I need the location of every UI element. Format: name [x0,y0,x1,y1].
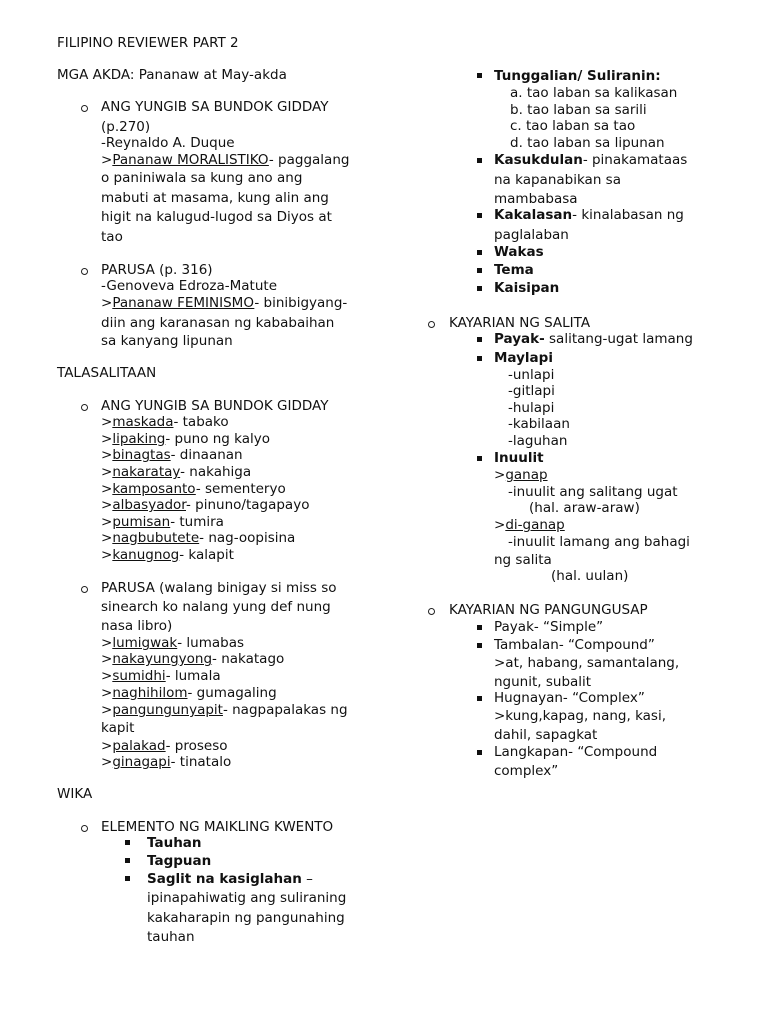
vocab-item: >albasyador- pinuno/tagapayo [101,497,310,513]
elemento-item [147,870,313,888]
kakalasan-desc: - kinalabasan ng [572,207,684,223]
vocab-item: >pangungunyapit- nagpapalakas ng [101,702,348,718]
kakalasan-label: Kakalasan [494,207,573,223]
vocab-item: >lumigwak- lumabas [101,635,245,651]
talasalitaan-title: ANG YUNGIB SA BUNDOK GIDDAY [101,398,329,414]
payak-label: Payak- [494,331,545,347]
vocab-meaning: - tabako [173,414,229,430]
vocab-word: kanugnog [112,547,180,563]
square-bullet-icon [477,750,482,755]
akda-pananaw: >Pananaw MORALISTIKO- paggalang [101,152,350,168]
vocab-meaning: - nakatago [212,651,285,667]
vocab-item: >palakad- proseso [101,738,228,754]
vocab-meaning: - puno ng kalyo [165,431,271,447]
vocab-item: >pumisan- tumira [101,514,224,530]
payak-desc: salitang-ugat lamang [544,331,693,347]
circle-bullet-icon [81,825,88,832]
vocab-word: binagtas [112,447,171,463]
vocab-word: pumisan [112,514,171,530]
diganap-hal: (hal. uulan) [551,568,629,584]
kayarian-salita-title: KAYARIAN NG SALITA [449,315,591,331]
wakas-item: Wakas [494,244,544,260]
ganap-prefix: > [494,467,506,483]
square-bullet-icon [477,73,482,78]
kasukdulan-label: Kasukdulan [494,152,583,168]
elemento-label: Saglit na kasiglahan [147,871,302,887]
circle-bullet-icon [81,586,88,593]
tunggalian-item: d. tao laban sa lipunan [510,135,665,151]
square-bullet-icon [477,456,482,461]
vocab-item: >lipaking- puno ng kalyo [101,431,271,447]
vocab-meaning: - nagpapalakas ng [222,702,348,718]
vocab-word: lumigwak [112,635,178,651]
pananaw-desc: tao [101,229,123,245]
vocab-meaning: - dinaanan [170,447,243,463]
mga-akda-heading: MGA AKDA: Pananaw at May-akda [57,67,287,83]
diganap-label: di-ganap [505,517,565,533]
elemento-item: Tagpuan [147,853,212,869]
pananaw-desc: - paggalang [268,152,350,168]
square-bullet-icon [477,337,482,342]
circle-bullet-icon [81,268,88,275]
tema-item: Tema [494,262,534,278]
diganap-item [494,516,565,534]
maylapi-item: -kabilaan [508,416,570,432]
circle-bullet-icon [81,105,88,112]
ganap-hal: (hal. araw-araw) [529,500,640,516]
vocab-meaning: kapit [101,720,135,736]
pananaw-desc: - binibigyang- [254,295,348,311]
vocab-word: naghihilom [112,685,188,701]
elemento-desc: tauhan [147,929,195,945]
vocab-item: >sumidhi- lumala [101,668,221,684]
square-bullet-icon [477,356,482,361]
vocab-word: pangungunyapit [112,702,223,718]
kakalasan-item [494,206,684,224]
maylapi-item: -unlapi [508,367,555,383]
elemento-desc: ipinapahiwatig ang suliraning [147,890,347,906]
vocab-meaning: - gumagaling [187,685,277,701]
pananaw-label: Pananaw MORALISTIKO [112,152,269,168]
vocab-word: kamposanto [112,481,196,497]
ganap-desc: -inuulit ang salitang ugat [508,484,678,500]
elemento-title: ELEMENTO NG MAIKLING KWENTO [101,819,334,835]
square-bullet-icon [477,158,482,163]
ganap-item [494,466,548,484]
akda-title: PARUSA (p. 316) [101,262,213,278]
payak-item [494,330,693,348]
kakalasan-desc: paglalaban [494,227,569,243]
kaisipan-item: Kaisipan [494,280,560,296]
vocab-meaning: - tumira [170,514,224,530]
vocab-item: >kanugnog- kalapit [101,547,234,563]
elemento-item: Tauhan [147,835,202,851]
pananaw-label: Pananaw FEMINISMO [112,295,255,311]
circle-bullet-icon [81,404,88,411]
ganap-label: ganap [505,467,548,483]
vocab-meaning: - sementeryo [195,481,286,497]
tunggalian-item: c. tao laban sa tao [510,118,636,134]
vocab-item: >ginagapi- tinatalo [101,754,232,770]
vocab-meaning: - proseso [165,738,228,754]
vocab-meaning: - lumabas [177,635,245,651]
maylapi-item: -laguhan [508,433,568,449]
pananaw-desc: o paniniwala sa kung ano ang [101,170,303,186]
vocab-word: nagbubutete [112,530,200,546]
square-bullet-icon [125,876,130,881]
vocab-item: >nakaratay- nakahiga [101,464,252,480]
diganap-prefix: > [494,517,506,533]
square-bullet-icon [125,840,130,845]
pangungusap-item: Hugnayan- “Complex” [494,690,645,706]
vocab-meaning: - nag-oopisina [199,530,296,546]
elemento-desc: kakaharapin ng pangunahing [147,910,345,926]
pangungusap-desc: >at, habang, samantalang, [494,655,680,671]
vocab-word: albasyador [112,497,186,513]
square-bullet-icon [477,286,482,291]
vocab-meaning: - kalapit [179,547,234,563]
vocab-word: palakad [112,738,166,754]
talasalitaan-heading: TALASALITAAN [57,365,157,381]
vocab-word: nakayungyong [112,651,213,667]
pangungusap-desc: complex” [494,763,559,779]
pangungusap-desc: ngunit, subalit [494,674,592,690]
maylapi-item: -hulapi [508,400,555,416]
square-bullet-icon [125,858,130,863]
square-bullet-icon [477,268,482,273]
kasukdulan-desc: mambabasa [494,191,578,207]
tunggalian-label: Tunggalian/ Suliranin: [494,68,661,84]
vocab-meaning: - lumala [165,668,221,684]
circle-bullet-icon [428,608,435,615]
maylapi-item: -gitlapi [508,383,555,399]
pangungusap-item: Langkapan- “Compound [494,744,658,760]
maylapi-label: Maylapi [494,350,553,366]
diganap-desc: ng salita [494,552,552,568]
vocab-item: >kamposanto- sementeryo [101,481,286,497]
kasukdulan-desc: - pinakamataas [582,152,688,168]
vocab-item: >naghihilom- gumagaling [101,685,277,701]
inuulit-label: Inuulit [494,450,544,466]
kasukdulan-item [494,151,687,169]
vocab-item: >nagbubutete- nag-oopisina [101,530,296,546]
pananaw-desc: mabuti at masama, kung alin ang [101,190,329,206]
akda-pananaw: >Pananaw FEMINISMO- binibigyang- [101,295,348,311]
tunggalian-item: b. tao laban sa sarili [510,102,647,118]
akda-page: (p.270) [101,119,151,135]
vocab-word: maskada [112,414,174,430]
diganap-desc: -inuulit lamang ang bahagi [508,534,690,550]
square-bullet-icon [477,250,482,255]
pananaw-desc: diin ang karanasan ng kababaihan [101,315,335,331]
vocab-meaning: - tinatalo [170,754,232,770]
pananaw-desc: higit na kalugud-lugod sa Diyos at [101,209,332,225]
vocab-meaning: - pinuno/tagapayo [186,497,310,513]
parusa-title: PARUSA (walang binigay si miss so [101,580,337,596]
square-bullet-icon [477,643,482,648]
vocab-word: nakaratay [112,464,181,480]
square-bullet-icon [477,625,482,630]
pangungusap-item: Tambalan- “Compound” [494,637,655,653]
vocab-meaning: - nakahiga [180,464,252,480]
vocab-word: sumidhi [112,668,166,684]
parusa-title: nasa libro) [101,618,173,634]
square-bullet-icon [477,696,482,701]
tunggalian-item: a. tao laban sa kalikasan [510,85,678,101]
akda-title: ANG YUNGIB SA BUNDOK GIDDAY [101,99,329,115]
circle-bullet-icon [428,321,435,328]
vocab-word: lipaking [112,431,166,447]
page-title: FILIPINO REVIEWER PART 2 [57,35,239,51]
pangungusap-item: Payak- “Simple” [494,619,604,635]
kayarian-pangungusap-title: KAYARIAN NG PANGUNGUSAP [449,602,648,618]
pangungusap-desc: >kung,kapag, nang, kasi, [494,708,666,724]
kasukdulan-desc: na kapanabikan sa [494,172,621,188]
vocab-item: >nakayungyong- nakatago [101,651,285,667]
akda-author: -Reynaldo A. Duque [101,135,235,151]
akda-author: -Genoveva Edroza-Matute [101,278,278,294]
vocab-item: >maskada- tabako [101,414,229,430]
elemento-desc: – [301,871,313,887]
vocab-item: >binagtas- dinaanan [101,447,243,463]
parusa-title: sinearch ko nalang yung def nung [101,599,331,615]
vocab-word: ginagapi [112,754,171,770]
pananaw-desc: sa kanyang lipunan [101,333,233,349]
square-bullet-icon [477,213,482,218]
wika-heading: WIKA [57,786,93,802]
pangungusap-desc: dahil, sapagkat [494,727,598,743]
